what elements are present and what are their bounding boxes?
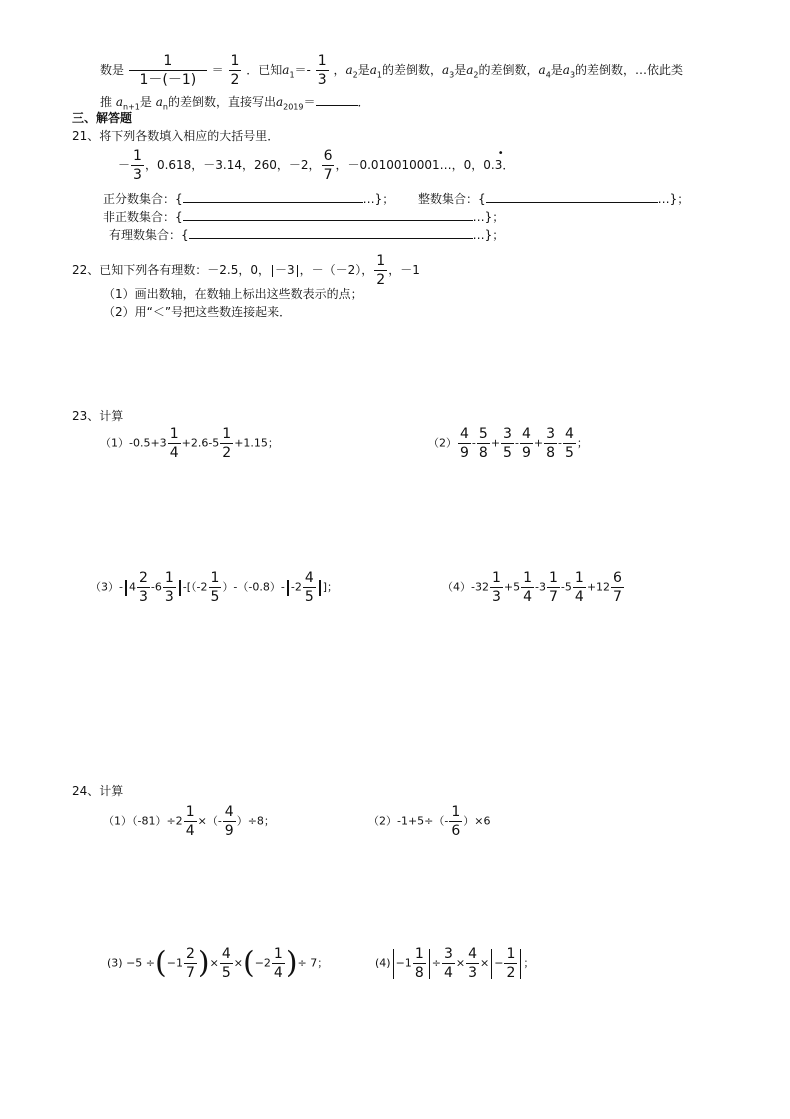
numerator: 3 [443, 946, 453, 962]
numerator: 4 [224, 804, 234, 820]
text: +1.15； [234, 436, 279, 450]
text: × [209, 956, 219, 970]
text: −2 [254, 956, 271, 970]
subscript: 2 [352, 70, 358, 80]
denominator: 7 [613, 589, 622, 605]
text: 22、已知下列各有理数：－2.5，0， [72, 263, 270, 277]
q22-step-1: （1）画出数轴，在数轴上标出这些数表示的点； [103, 287, 363, 301]
text: ）÷8； [236, 814, 275, 828]
q24-problem-1 [103, 805, 275, 838]
q21-set-rational [109, 227, 504, 241]
variable: a [155, 95, 163, 109]
text: ＝- [294, 63, 311, 77]
denominator: 9 [224, 823, 234, 839]
text: - [558, 436, 562, 450]
q21-numbers [118, 149, 514, 182]
subscript: 2019 [283, 102, 304, 112]
text: ）-（-0.8）- [222, 580, 285, 594]
numerator: 1 [129, 54, 207, 71]
text: - [514, 436, 519, 450]
text: (3) [107, 956, 123, 970]
subscript: n+1 [123, 102, 140, 112]
text: 4 [128, 580, 136, 594]
fraction [129, 54, 207, 87]
fraction [547, 571, 560, 604]
text: ； [576, 436, 588, 450]
fraction [544, 427, 557, 460]
numerator: 6 [613, 570, 622, 586]
text: …}； [657, 192, 690, 206]
fraction [563, 427, 576, 460]
text: (4) [375, 956, 391, 970]
text: −1 [166, 956, 183, 970]
text: ×（- [197, 814, 222, 828]
text: ． [357, 95, 370, 109]
subscript: 1 [289, 70, 295, 80]
subscript: 4 [545, 70, 551, 80]
fraction [477, 427, 490, 460]
text: 的差倒数，直接写出 [167, 95, 276, 109]
text: +12 [586, 580, 611, 594]
numerator: 2 [185, 946, 195, 962]
parenthesis: ) [197, 945, 210, 981]
text: 是 [550, 63, 563, 77]
fraction [220, 427, 233, 460]
text: ； [523, 956, 535, 970]
text: − [494, 956, 504, 970]
parenthesis: ( [242, 945, 255, 981]
text: 3 [494, 158, 503, 172]
text: ． [502, 158, 515, 172]
q24-problem-2 [368, 805, 491, 838]
answer-blank [183, 209, 473, 221]
text: ÷ [431, 956, 441, 970]
fraction [611, 571, 624, 604]
denominator: 5 [565, 445, 574, 461]
q24-problem-3 [107, 947, 328, 980]
denominator: 1－(－1) [139, 72, 197, 88]
text: …}； [472, 210, 505, 224]
denominator: 3 [317, 72, 327, 88]
absolute-bar [297, 265, 298, 277]
numerator: 1 [273, 946, 283, 962]
fraction [184, 805, 197, 838]
numerator: 1 [169, 426, 179, 442]
intro-line-1 [100, 54, 683, 87]
text: 数是 [100, 63, 125, 77]
repeating-dot: • [497, 148, 504, 159]
q23-problem-4 [442, 571, 625, 604]
fraction [466, 947, 479, 980]
fraction [168, 427, 181, 460]
fraction [374, 254, 387, 287]
answer-blank [183, 191, 363, 203]
denominator: 7 [185, 965, 195, 981]
denominator: 5 [503, 445, 512, 461]
fraction [131, 149, 144, 182]
variable: a [466, 63, 474, 77]
denominator: 3 [468, 965, 478, 981]
fraction [303, 571, 316, 604]
text: （1）-0.5+3 [100, 436, 167, 450]
denominator: 7 [549, 589, 558, 605]
q21-set-integers [418, 191, 689, 205]
text: ，－0.010010001…，0，0. [335, 158, 495, 172]
fraction [229, 54, 242, 87]
text: ， [333, 63, 346, 77]
var-a: a [282, 63, 290, 77]
text: −1 [395, 956, 412, 970]
text: ÷ 7； [297, 956, 329, 970]
text: （3）- [90, 580, 123, 594]
answer-blank [189, 227, 473, 239]
numerator: 4 [468, 946, 478, 962]
text: -5 [560, 580, 572, 594]
variable: a [345, 63, 353, 77]
text: －3 [275, 263, 295, 277]
denominator: 2 [506, 965, 516, 981]
variable: a [562, 63, 570, 77]
denominator: 3 [491, 589, 501, 605]
fraction [490, 571, 503, 604]
text: ，0.618，－3.14，260，－2， [144, 158, 321, 172]
denominator: 2 [376, 272, 386, 288]
absolute-bar [520, 949, 521, 979]
fraction [442, 947, 455, 980]
text: -3 [535, 580, 546, 594]
q23-title: 23、计算 [72, 409, 124, 423]
text: 非正数集合：{ [103, 210, 183, 224]
fraction [184, 947, 197, 980]
numerator: 1 [506, 946, 516, 962]
numerator: 1 [523, 570, 533, 586]
denominator: 8 [546, 445, 556, 461]
denominator: 4 [443, 965, 453, 981]
denominator: 9 [460, 445, 469, 461]
variable: a [442, 63, 450, 77]
denominator: 4 [185, 823, 195, 839]
variable: a [115, 95, 123, 109]
q22-step-2: （2）用“＜”号把这些数连接起来． [103, 305, 292, 319]
fraction [501, 427, 514, 460]
absolute-bar [491, 949, 492, 979]
text: ，－1 [388, 263, 420, 277]
denominator: 4 [273, 965, 283, 981]
numerator: 1 [574, 570, 584, 586]
numerator: 1 [549, 570, 558, 586]
numerator: 4 [304, 570, 314, 586]
text: + [490, 436, 501, 450]
absolute-bar [125, 580, 127, 596]
numerator: 6 [323, 148, 333, 164]
text: ）×6 [463, 814, 491, 828]
text: -[（-2 [182, 580, 208, 594]
denominator: 6 [451, 823, 461, 839]
text: ．已知 [246, 63, 283, 77]
numerator: 1 [451, 804, 461, 820]
denominator: 3 [138, 589, 148, 605]
text: × [233, 956, 243, 970]
text: 有理数集合：{ [109, 228, 189, 242]
fraction [163, 571, 176, 604]
fraction [458, 427, 471, 460]
numerator: 4 [221, 946, 231, 962]
numerator: 1 [317, 53, 327, 69]
section-title: 三、解答题 [72, 111, 133, 125]
text [494, 148, 504, 172]
numerator: 1 [491, 570, 501, 586]
absolute-bar [287, 580, 289, 596]
numerator: 1 [133, 148, 142, 164]
answer-blank [316, 94, 358, 106]
text: 是 [454, 63, 467, 77]
denominator: 9 [521, 445, 531, 461]
text: …}； [362, 192, 395, 206]
text: × [455, 956, 466, 970]
text: － [118, 158, 131, 172]
numerator: 2 [138, 570, 148, 586]
denominator: 2 [222, 445, 232, 461]
denominator: 3 [164, 589, 174, 605]
subscript: 3 [569, 70, 576, 80]
text: 整数集合：{ [418, 192, 486, 206]
q24-title: 24、计算 [72, 784, 124, 798]
text: （1）（-81）÷2 [103, 814, 183, 828]
denominator: 8 [478, 445, 488, 461]
fraction [209, 571, 222, 604]
absolute-bar [429, 949, 430, 979]
denominator: 7 [323, 167, 333, 183]
q23-problem-3 [90, 571, 338, 604]
numerator: 1 [164, 570, 174, 586]
denominator: 4 [574, 589, 584, 605]
q23-problem-2 [428, 427, 588, 460]
absolute-bar [179, 580, 181, 596]
subscript: 1 [376, 70, 382, 80]
text: （4）-32 [442, 580, 489, 594]
variable: a [369, 63, 377, 77]
absolute-bar [393, 949, 394, 979]
text: ＝ [303, 95, 316, 109]
numerator: 1 [222, 426, 232, 442]
q21-set-non-positive [103, 209, 504, 223]
fraction [521, 571, 534, 604]
answer-blank [486, 191, 658, 203]
text: ＝ [211, 63, 224, 77]
numerator: 4 [521, 426, 531, 442]
numerator: 3 [503, 426, 512, 442]
parenthesis: ) [285, 945, 298, 981]
text: × [480, 956, 490, 970]
fraction [137, 571, 150, 604]
fraction [449, 805, 462, 838]
numerator: 4 [565, 426, 574, 442]
numerator: 4 [460, 426, 469, 442]
denominator: 4 [169, 445, 179, 461]
denominator: 5 [304, 589, 314, 605]
numerator: 1 [376, 253, 386, 269]
text: （2） [428, 436, 457, 450]
numerator: 1 [414, 946, 424, 962]
denominator: 8 [414, 965, 424, 981]
fraction [223, 805, 236, 838]
text: 正分数集合：{ [103, 192, 183, 206]
text: ，－（－2）， [299, 263, 374, 277]
variable: a [275, 95, 284, 109]
fraction [504, 947, 517, 980]
text: 的差倒数， [478, 63, 539, 77]
variable: a [538, 63, 546, 77]
numerator: 3 [546, 426, 556, 442]
numerator: 1 [210, 570, 220, 586]
denominator: 5 [221, 965, 231, 981]
text: …}； [472, 228, 505, 242]
text: 是 [139, 95, 152, 109]
q23-problem-1 [100, 427, 279, 460]
fraction [413, 947, 426, 980]
denominator: 4 [523, 589, 533, 605]
numerator: 1 [185, 804, 195, 820]
fraction [322, 149, 335, 182]
subscript: 2 [473, 70, 479, 80]
text: +2.6-5 [181, 436, 220, 450]
subscript: 3 [449, 70, 455, 80]
text: （2）-1+5÷（- [368, 814, 449, 828]
parenthesis: ( [155, 945, 167, 981]
absolute-bar [319, 580, 321, 596]
fraction [520, 427, 533, 460]
q22-title [72, 254, 420, 287]
intro-line-2 [100, 94, 370, 111]
numerator: 1 [230, 53, 240, 69]
denominator: 2 [230, 72, 240, 88]
subscript: n [162, 102, 168, 112]
q24-problem-4 [375, 947, 534, 980]
q21-title: 21、将下列各数填入相应的大括号里． [72, 129, 280, 143]
text: +5 [503, 580, 521, 594]
text: 的差倒数，…依此类 [575, 63, 684, 77]
fraction [573, 571, 586, 604]
fraction [220, 947, 233, 980]
numerator: 5 [478, 426, 488, 442]
text: + [533, 436, 544, 450]
denominator: 5 [210, 589, 220, 605]
denominator: 3 [133, 167, 142, 183]
fraction [272, 947, 285, 980]
text: -6 [150, 580, 162, 594]
text: ]； [322, 580, 339, 594]
text: 是 [357, 63, 370, 77]
text: -2 [290, 580, 302, 594]
text: 的差倒数， [381, 63, 442, 77]
text: 推 [100, 95, 113, 109]
text: - [471, 436, 476, 450]
text: −5 ÷ [126, 956, 156, 970]
fraction [316, 54, 329, 87]
absolute-bar [272, 265, 273, 277]
q21-set-positive-fractions [103, 191, 394, 205]
